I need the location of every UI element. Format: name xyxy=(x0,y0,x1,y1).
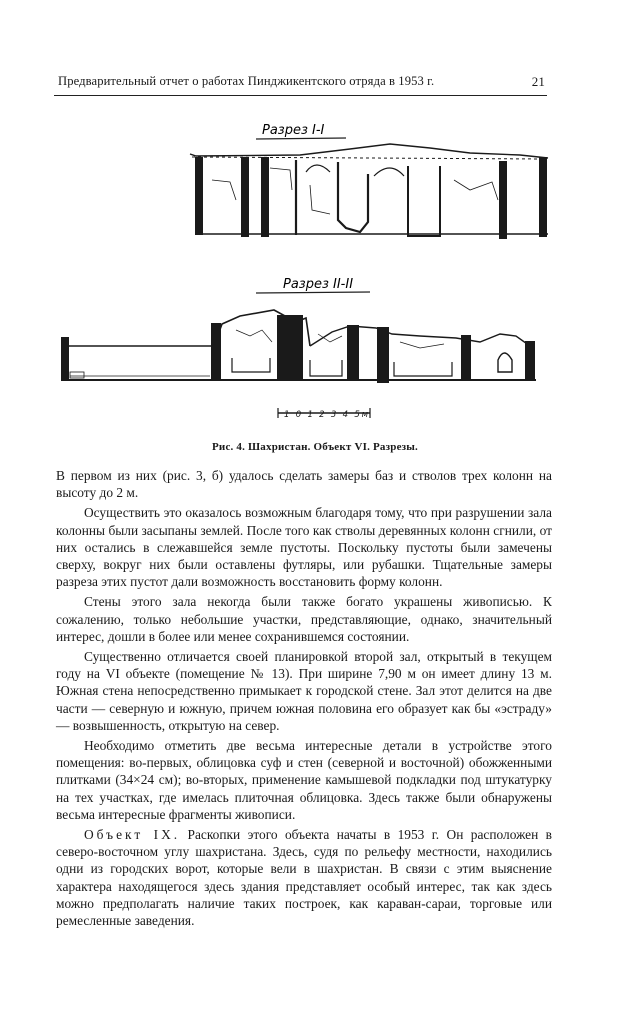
section-2-drawing xyxy=(62,310,536,382)
paragraph-3: Стены этого зала некогда были также богато украшены живописью. К сожалению, только небольшие участки, представляющие, однако, значительный интерес, дошли в более или менее сохранившемся состоянии. xyxy=(56,594,552,644)
page-number: 21 xyxy=(531,74,545,89)
section-2-label: Разрез II-II xyxy=(283,277,354,292)
figure-sections xyxy=(0,110,630,435)
section-1-label: Разрез I-I xyxy=(262,123,325,138)
paragraph-5: Необходимо отметить две весьма интересные детали в устройстве этого помещения: во-первых, облицовка суф и стен (северной и восточной) обожженными плитками (34×24 см); во-вторых, применение камышевой подкладки под штукатурку на тех участках, где имелась плиточная облицовка. Здесь также были обнаружены весьма интересные фрагменты живописи. xyxy=(56,738,552,822)
figure-caption: Рис. 4. Шахристан. Объект VI. Разрезы. xyxy=(211,441,419,453)
header-rule xyxy=(54,95,547,96)
section-drawings xyxy=(0,110,630,435)
paragraph-4: Существенно отличается своей планировкой второй зал, открытый в текущем году на VI объекте (помещение № 13). При ширине 7,90 м он имеет длину 13 м. Южная стена непосредственно примыкает к городской стене. Зал этот делится на две части — северную и южную, причем южная половина его образует как бы «эстраду» — возвышенность, открытую на север. xyxy=(56,649,552,733)
scale-label: 1 0 1 2 3 4 5м xyxy=(284,410,368,420)
paragraph-6 xyxy=(56,826,552,929)
object-heading: Объект IX. xyxy=(84,827,181,843)
scale-bar xyxy=(278,408,370,420)
section-1-label-group xyxy=(256,123,346,139)
paragraph-1: В первом из них (рис. 3, б) удалось сделать замеры баз и стволов трех колонн на высоту до 2 м. xyxy=(56,468,552,501)
body-text xyxy=(56,467,552,932)
running-head-title: Предварительный отчет о работах Пинджикентского отряда в 1953 г. xyxy=(58,74,435,88)
running-head xyxy=(58,74,545,89)
section-2-label-group xyxy=(256,277,370,293)
paragraph-6-text: Раскопки этого объекта начаты в 1953 г. Он расположен в северо-восточном углу шахристана. Здесь, судя по рельефу местности, находились одни из городских ворот, которые вели в шахристан. В связи с этим выяснение характера находящегося здесь здания представляет особый интерес, так как здесь можно предполагать наличие таких построек, как караван-сараи, торговые или ремесленные заведения. xyxy=(56,827,552,929)
paragraph-2: Осуществить это оказалось возможным благодаря тому, что при разрушении зала колонны были засыпаны землей. После того как стволы деревянных колонн сгнили, от них остались в слежавшейся земле пустоты. Поскольку пустоты были замечены сверху, вокруг них были оставлены футляры, или рубашки. Тщательные замеры разреза этих пустот дали возможность восстановить форму колонн. xyxy=(56,505,552,590)
section-1-drawing xyxy=(190,144,548,238)
